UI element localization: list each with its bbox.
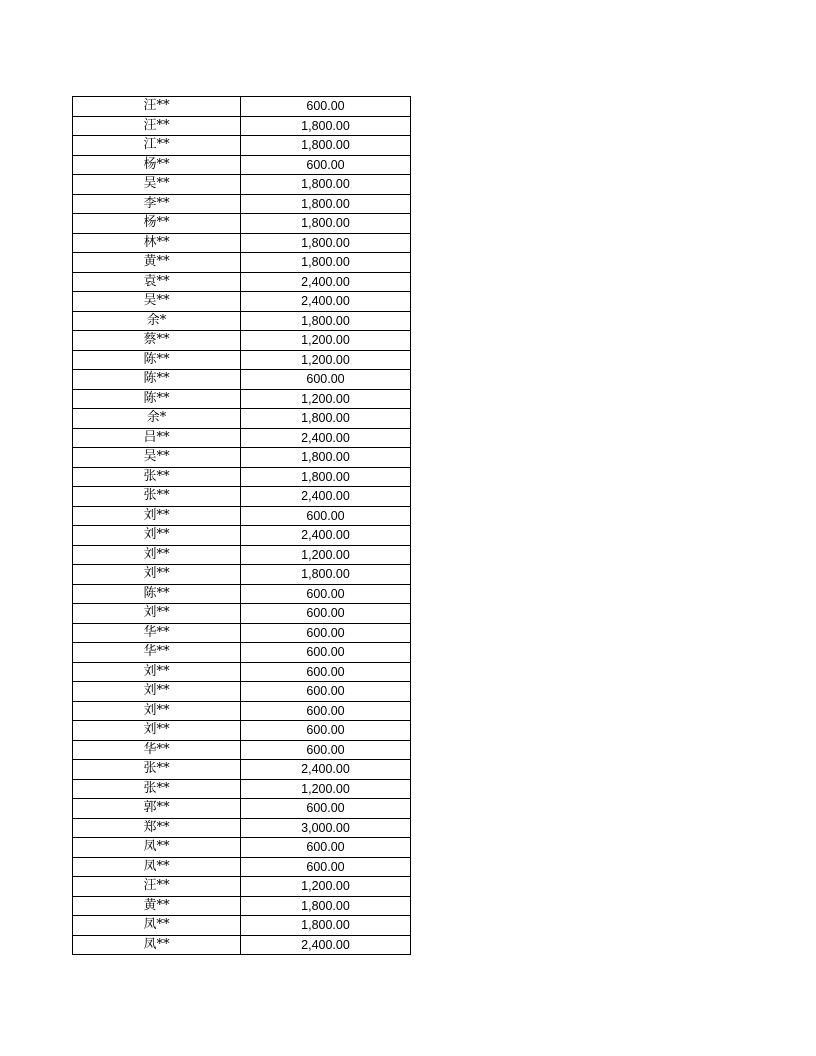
table-row [73,97,411,117]
table-row [73,467,411,487]
name-cell: 张** [73,467,241,487]
table-row [73,760,411,780]
name-cell: 凤** [73,935,241,955]
table-row [73,506,411,526]
amount-cell: 2,400.00 [241,292,411,312]
amount-cell: 2,400.00 [241,760,411,780]
amount-cell: 1,800.00 [241,311,411,331]
table-row [73,253,411,273]
name-cell: 吴** [73,448,241,468]
name-cell: 吴** [73,292,241,312]
amount-cell: 600.00 [241,370,411,390]
name-cell: 华** [73,643,241,663]
name-cell: 汪** [73,97,241,117]
amount-cell: 600.00 [241,701,411,721]
table-row [73,877,411,897]
amount-cell: 1,800.00 [241,253,411,273]
amount-cell: 1,800.00 [241,896,411,916]
name-cell: 蔡** [73,331,241,351]
name-cell: 黄** [73,896,241,916]
name-cell: 陈** [73,389,241,409]
amount-cell: 1,800.00 [241,916,411,936]
name-cell: 刘** [73,682,241,702]
name-cell: 凤** [73,916,241,936]
amount-cell: 2,400.00 [241,428,411,448]
amount-cell: 1,200.00 [241,779,411,799]
table-row [73,565,411,585]
table-row [73,155,411,175]
amount-cell: 600.00 [241,740,411,760]
amount-cell: 1,800.00 [241,175,411,195]
table-row [73,214,411,234]
amount-cell: 2,400.00 [241,272,411,292]
amount-cell: 2,400.00 [241,935,411,955]
amount-cell: 1,800.00 [241,136,411,156]
table-row [73,448,411,468]
name-cell: 吕** [73,428,241,448]
name-cell: 袁** [73,272,241,292]
table-row [73,331,411,351]
name-cell: 凤** [73,838,241,858]
name-cell: 余* [73,311,241,331]
amount-cell: 600.00 [241,97,411,117]
amount-cell: 600.00 [241,584,411,604]
amount-cell: 2,400.00 [241,487,411,507]
table-row [73,584,411,604]
amount-cell: 1,800.00 [241,233,411,253]
amount-cell: 1,800.00 [241,448,411,468]
table-row [73,487,411,507]
table-row [73,604,411,624]
table-row [73,370,411,390]
table-row [73,643,411,663]
amount-cell: 600.00 [241,682,411,702]
amount-cell: 600.00 [241,506,411,526]
name-cell: 余* [73,409,241,429]
table-row [73,799,411,819]
amount-cell: 600.00 [241,857,411,877]
amount-cell: 600.00 [241,721,411,741]
table-row [73,292,411,312]
amount-cell: 1,800.00 [241,194,411,214]
name-cell: 张** [73,779,241,799]
name-cell: 刘** [73,506,241,526]
table-row [73,818,411,838]
table-row [73,857,411,877]
table-row [73,409,411,429]
table-row [73,233,411,253]
name-cell: 郭** [73,799,241,819]
amount-cell: 600.00 [241,799,411,819]
table-row [73,682,411,702]
name-cell: 汪** [73,116,241,136]
name-cell: 张** [73,487,241,507]
name-cell: 杨** [73,214,241,234]
name-cell: 华** [73,623,241,643]
amount-cell: 600.00 [241,604,411,624]
amount-cell: 1,800.00 [241,116,411,136]
name-cell: 张** [73,760,241,780]
amount-cell: 600.00 [241,838,411,858]
table-row [73,389,411,409]
amount-cell: 3,000.00 [241,818,411,838]
amount-cell: 1,200.00 [241,350,411,370]
amount-cell: 1,200.00 [241,389,411,409]
table-row [73,896,411,916]
table-row [73,701,411,721]
amount-cell: 1,800.00 [241,214,411,234]
name-cell: 刘** [73,721,241,741]
amount-cell: 1,800.00 [241,467,411,487]
name-cell: 华** [73,740,241,760]
name-cell: 刘** [73,526,241,546]
amount-cell: 600.00 [241,155,411,175]
table-row [73,136,411,156]
name-cell: 郑** [73,818,241,838]
table-row [73,935,411,955]
table-row [73,428,411,448]
name-cell: 刘** [73,701,241,721]
table-row [73,721,411,741]
table-row [73,662,411,682]
name-cell: 江** [73,136,241,156]
table-row [73,526,411,546]
name-cell: 杨** [73,155,241,175]
table-row [73,838,411,858]
table-row [73,623,411,643]
amount-cell: 1,200.00 [241,331,411,351]
name-cell: 凤** [73,857,241,877]
table-row [73,740,411,760]
name-cell: 刘** [73,545,241,565]
amount-cell: 1,200.00 [241,545,411,565]
name-cell: 陈** [73,370,241,390]
name-cell: 刘** [73,662,241,682]
table-row [73,350,411,370]
amount-cell: 600.00 [241,662,411,682]
table-row [73,116,411,136]
table-row [73,175,411,195]
table-row [73,545,411,565]
table-row [73,194,411,214]
name-cell: 黄** [73,253,241,273]
amount-cell: 1,800.00 [241,565,411,585]
amount-cell: 600.00 [241,643,411,663]
name-cell: 陈** [73,350,241,370]
table-row [73,779,411,799]
name-cell: 刘** [73,604,241,624]
payment-table-body [73,97,411,955]
name-cell: 陈** [73,584,241,604]
name-cell: 吴** [73,175,241,195]
amount-cell: 600.00 [241,623,411,643]
amount-cell: 1,200.00 [241,877,411,897]
amount-cell: 1,800.00 [241,409,411,429]
name-cell: 林** [73,233,241,253]
table-row [73,311,411,331]
amount-cell: 2,400.00 [241,526,411,546]
table-row [73,916,411,936]
name-cell: 李** [73,194,241,214]
payment-table [72,96,411,955]
name-cell: 汪** [73,877,241,897]
name-cell: 刘** [73,565,241,585]
table-row [73,272,411,292]
